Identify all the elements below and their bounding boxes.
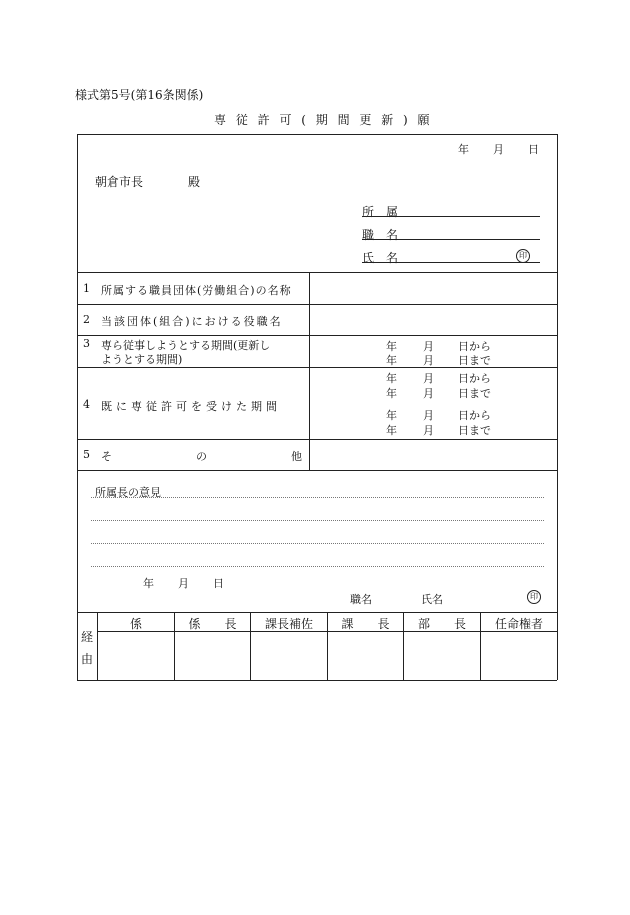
- seal-icon: 印: [516, 249, 530, 263]
- routing-col-5: 部 長: [417, 617, 466, 631]
- period-year: 年: [386, 340, 397, 353]
- routing-col-3: 課長補佐: [264, 617, 313, 631]
- dotted-line: [91, 566, 544, 567]
- opinion-month: 月: [178, 577, 189, 590]
- dotted-line: [91, 497, 544, 498]
- period-month: 月: [423, 409, 434, 422]
- affiliation-label: 所 属: [362, 205, 399, 219]
- item-label-line1: 専ら従事しようとする期間(更新し: [101, 339, 271, 352]
- date-day: 日: [528, 143, 539, 156]
- seal-icon: 印: [527, 590, 541, 604]
- name-label: 氏 名: [362, 251, 399, 265]
- routing-col-1: 係: [129, 617, 142, 631]
- period-year: 年: [386, 424, 397, 437]
- position-underline: [362, 239, 540, 240]
- item-number: 1: [83, 282, 90, 295]
- honorific: 殿: [188, 175, 201, 189]
- routing-col-2: 係 長: [188, 617, 237, 631]
- affiliation-underline: [362, 216, 540, 217]
- period-from: 日から: [458, 372, 491, 385]
- period-month: 月: [423, 354, 434, 367]
- item-label: 当該団体(組合)における役職名: [101, 315, 283, 328]
- period-year: 年: [386, 372, 397, 385]
- item-number: 3: [83, 337, 90, 350]
- date-month: 月: [493, 143, 504, 156]
- item-label-a: そ: [101, 450, 112, 463]
- item-label-c: 他: [291, 450, 302, 463]
- addressee: 朝倉市長: [95, 175, 144, 189]
- routing-label-top: 経: [81, 630, 94, 644]
- period-year: 年: [386, 409, 397, 422]
- name-underline: [362, 262, 540, 263]
- item-label-line2: ようとする期間): [101, 353, 183, 366]
- form-title: 専 従 許 可 ( 期 間 更 新 ) 願: [214, 113, 433, 127]
- dotted-line: [91, 543, 544, 544]
- form-number: 様式第5号(第16条関係): [75, 88, 204, 102]
- period-to: 日まで: [458, 387, 491, 400]
- routing-col-4: 課 長: [341, 617, 390, 631]
- period-month: 月: [423, 340, 434, 353]
- opinion-day: 日: [213, 577, 224, 590]
- period-to: 日まで: [458, 424, 491, 437]
- period-to: 日まで: [458, 354, 491, 367]
- routing-label-bottom: 由: [81, 652, 94, 666]
- routing-col-6: 任命権者: [494, 617, 543, 631]
- period-year: 年: [386, 387, 397, 400]
- period-from: 日から: [458, 409, 491, 422]
- period-year: 年: [386, 354, 397, 367]
- period-month: 月: [423, 387, 434, 400]
- period-month: 月: [423, 424, 434, 437]
- position-label: 職 名: [362, 228, 399, 242]
- item-number: 2: [83, 313, 90, 326]
- date-year: 年: [458, 143, 469, 156]
- item-label-b: の: [196, 450, 207, 463]
- item-number: 4: [83, 398, 90, 411]
- opinion-position: 職名: [350, 593, 372, 606]
- period-month: 月: [423, 372, 434, 385]
- item-label: 所属する職員団体(労働組合)の名称: [101, 284, 292, 297]
- period-from: 日から: [458, 340, 491, 353]
- dotted-line: [91, 520, 544, 521]
- item-label: 既に専従許可を受けた期間: [101, 400, 281, 413]
- opinion-name: 氏名: [421, 593, 443, 606]
- item-number: 5: [83, 448, 90, 461]
- opinion-heading: 所属長の意見: [95, 486, 161, 499]
- opinion-year: 年: [143, 577, 154, 590]
